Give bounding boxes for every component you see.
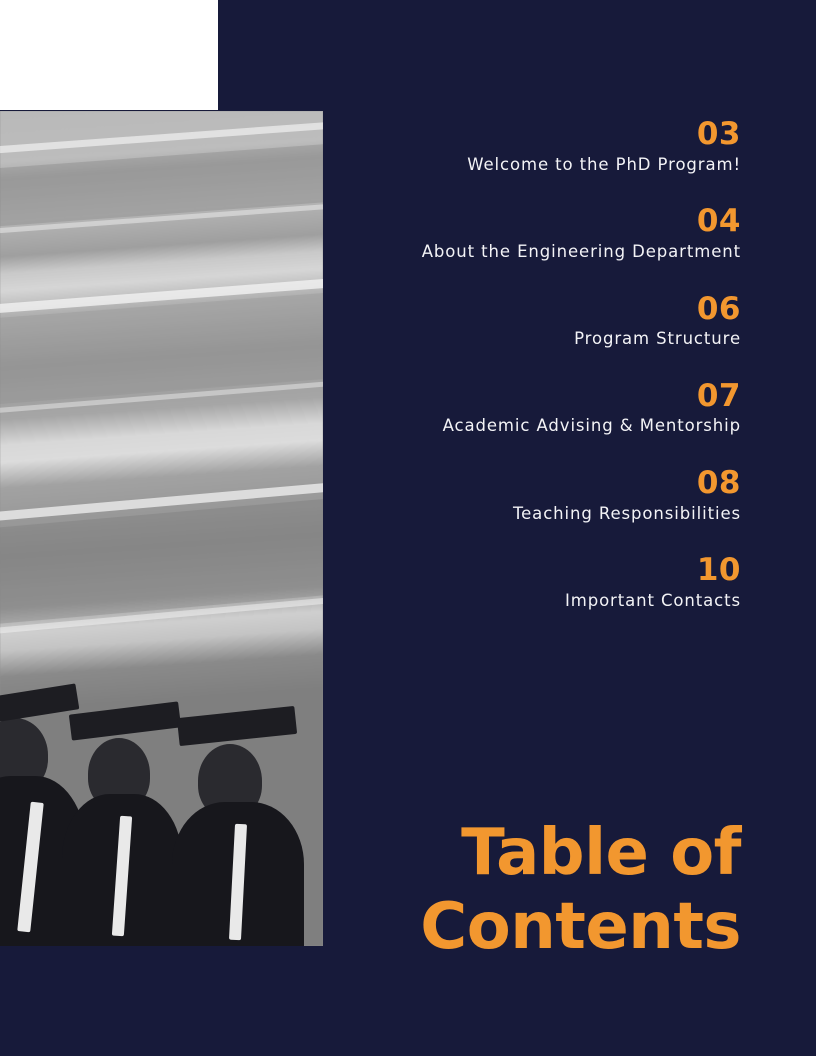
- graduate-cap: [177, 706, 297, 746]
- toc-entry-label: Academic Advising & Mentorship: [442, 416, 741, 436]
- toc-page-number: 10: [696, 552, 741, 589]
- list-item[interactable]: [271, 554, 741, 613]
- page-title: [221, 816, 741, 964]
- corner-notch: [0, 0, 218, 110]
- toc-entry-label: Important Contacts: [564, 591, 741, 611]
- toc-entry-label: About the Engineering Department: [421, 241, 741, 261]
- list-item[interactable]: [271, 467, 741, 526]
- list-item[interactable]: [271, 290, 741, 352]
- toc-page-number: 03: [696, 116, 741, 152]
- toc-page-number: 06: [696, 290, 741, 327]
- toc-entry-label: Teaching Responsibilities: [512, 503, 741, 523]
- page-title-line-1: Table of: [461, 815, 741, 890]
- graduate-cap: [69, 701, 181, 740]
- toc-page-number: 04: [696, 203, 741, 240]
- toc-page-number: 07: [696, 377, 741, 414]
- list-item[interactable]: [271, 205, 741, 264]
- toc-entry-label: Program Structure: [574, 329, 741, 349]
- list-item[interactable]: [271, 118, 741, 177]
- page-title-line-2: Contents: [420, 889, 741, 964]
- toc-page-number: 08: [696, 465, 741, 502]
- list-item[interactable]: [271, 377, 741, 439]
- table-of-contents-list: [271, 118, 741, 642]
- toc-entry-label: Welcome to the PhD Program!: [467, 154, 741, 174]
